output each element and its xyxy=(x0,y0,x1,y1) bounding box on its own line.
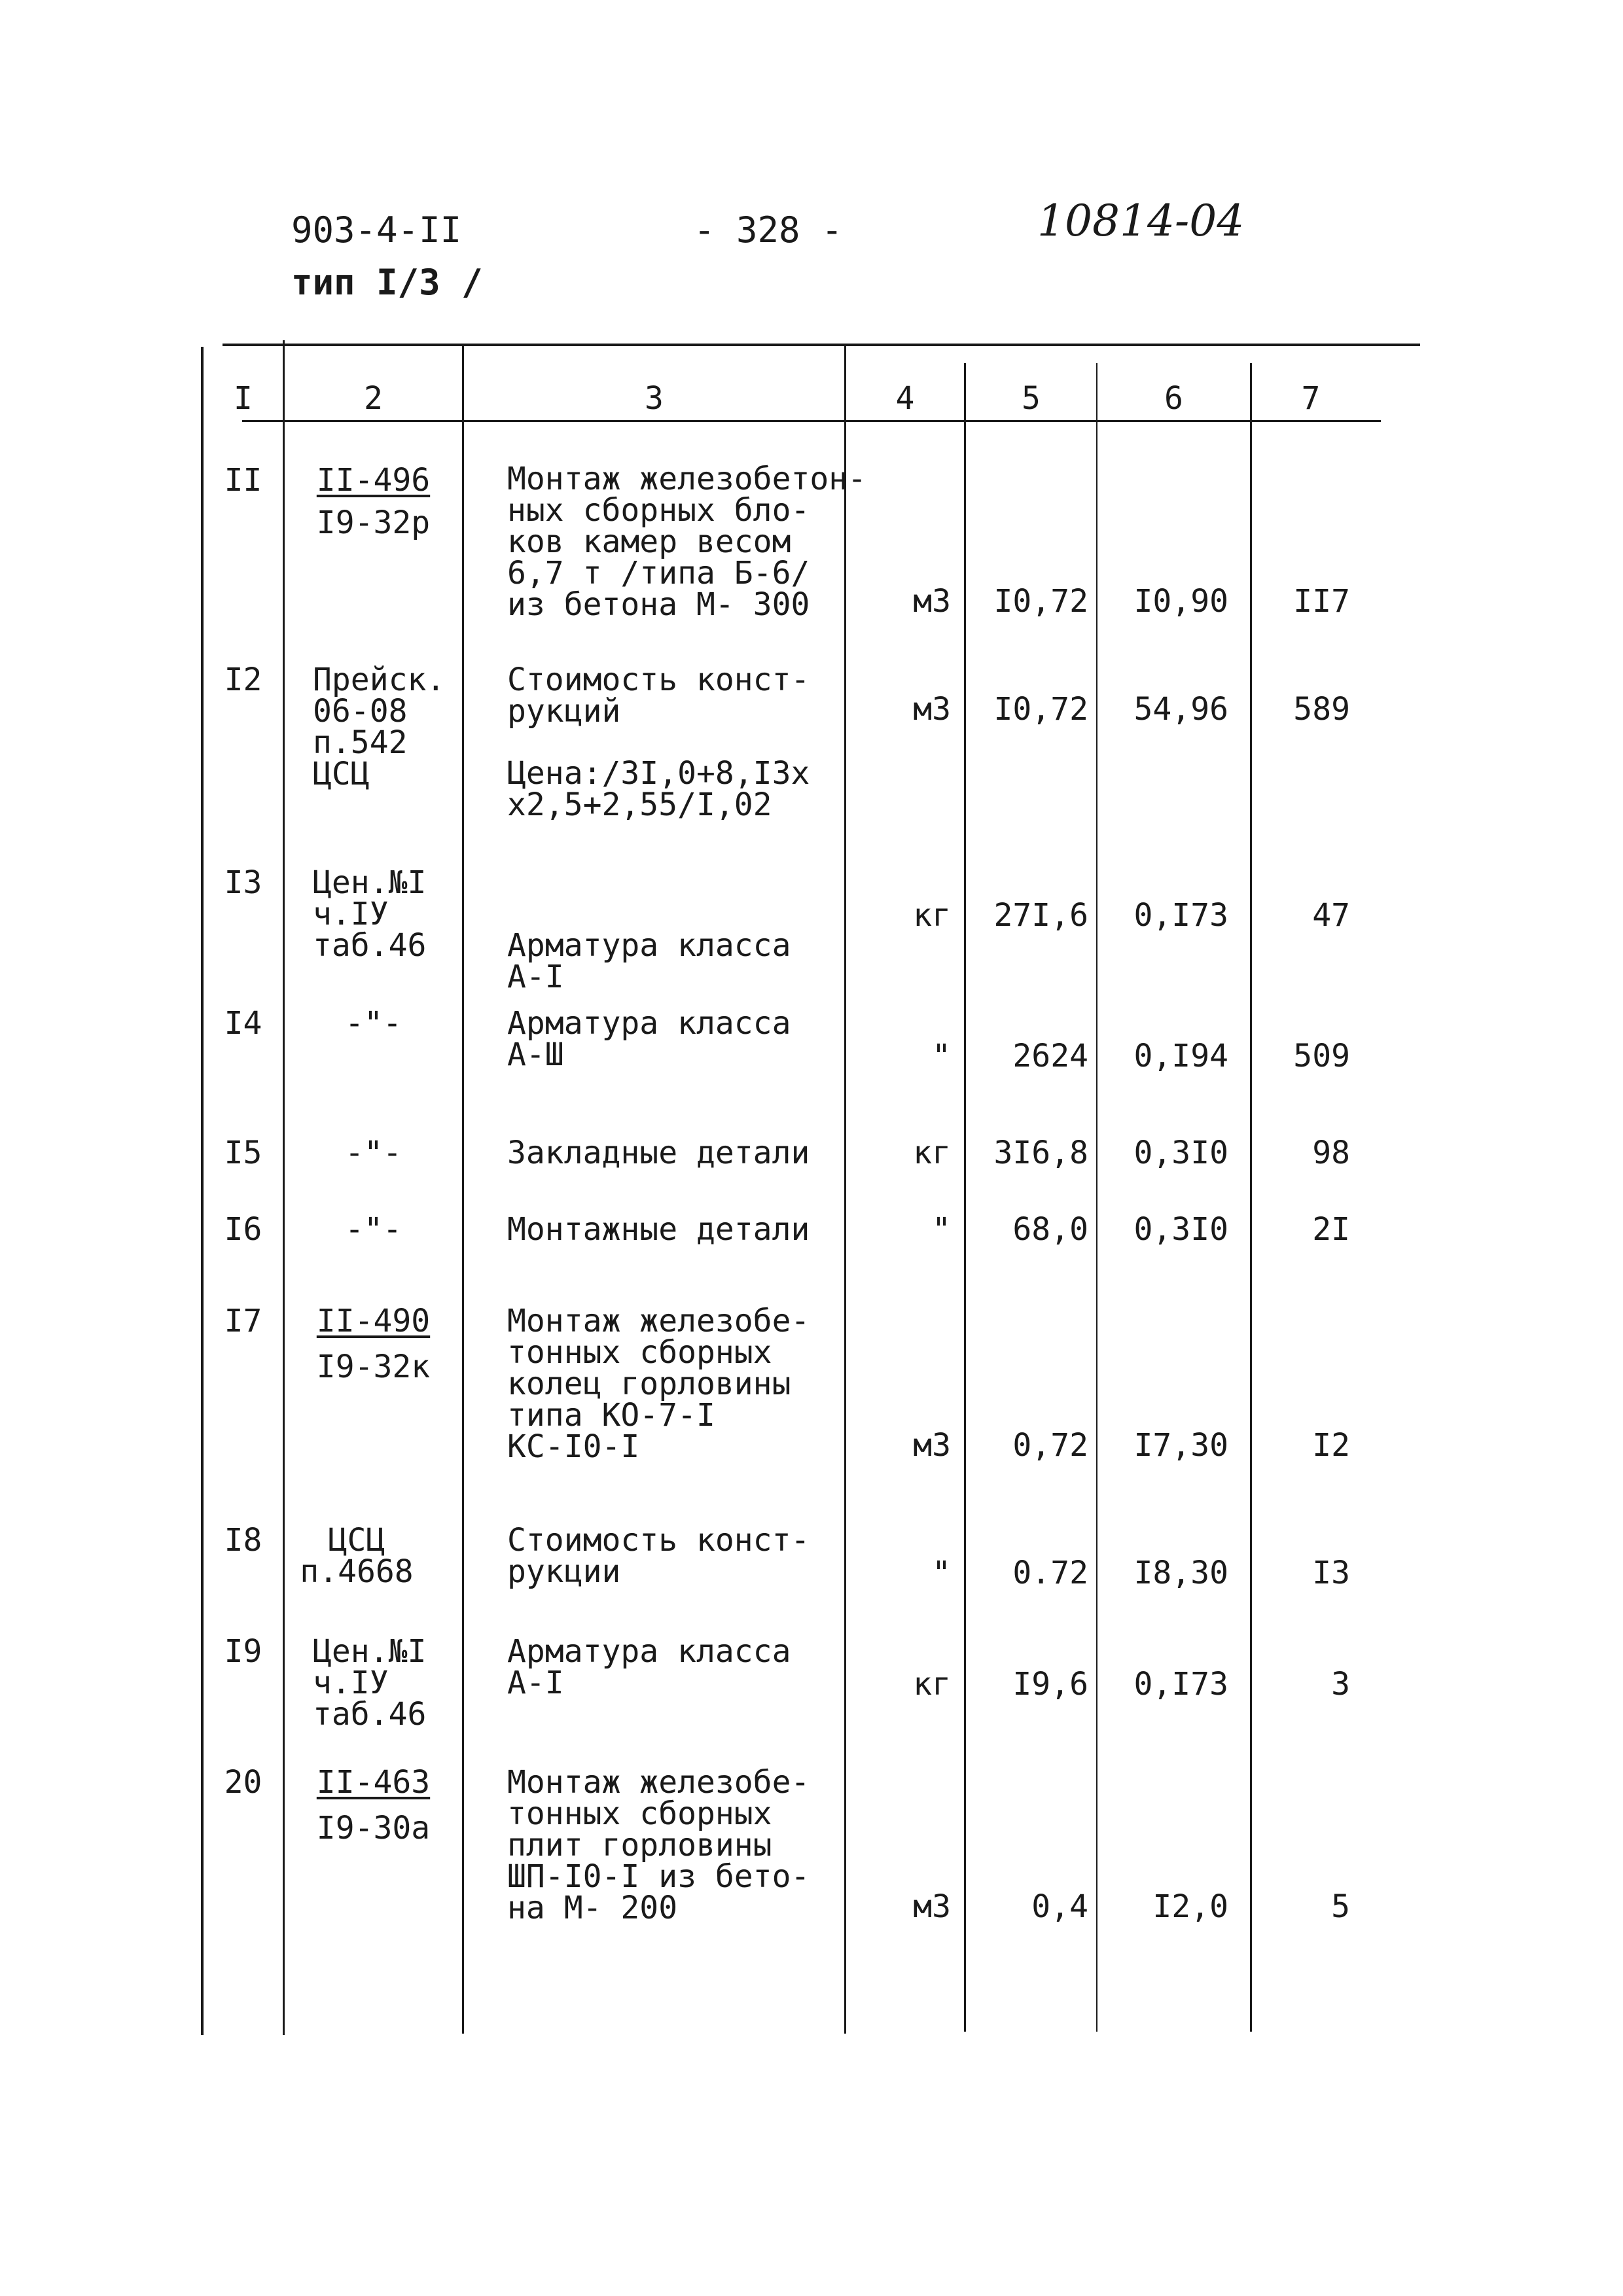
unit: м3 xyxy=(913,1888,951,1925)
norm-reference: -"- xyxy=(345,1005,402,1042)
norm-reference-sub: I9-30а xyxy=(316,1810,431,1846)
quantity: 3I6,8 xyxy=(993,1135,1088,1171)
unit: кг xyxy=(913,897,951,934)
quantity: 0,72 xyxy=(1012,1427,1088,1464)
unit: кг xyxy=(913,1666,951,1703)
document-code: 903-4-II xyxy=(291,209,462,251)
column-header-6: 6 xyxy=(1164,380,1183,417)
quantity: 27I,6 xyxy=(993,897,1088,934)
total-cost: II7 xyxy=(1293,583,1350,620)
total-cost: 5 xyxy=(1331,1888,1350,1925)
work-description: Стоимость конст- рукции xyxy=(507,1522,810,1590)
work-description: Арматура класса А-Ш xyxy=(507,1005,791,1073)
total-cost: 3 xyxy=(1331,1666,1350,1703)
work-description: Монтажные детали xyxy=(507,1211,810,1248)
norm-reference: -"- xyxy=(345,1211,402,1248)
quantity: 0.72 xyxy=(1012,1555,1088,1591)
page-number: - 328 - xyxy=(694,209,843,251)
total-cost: I2 xyxy=(1312,1427,1350,1464)
total-cost: 509 xyxy=(1293,1038,1350,1074)
quantity: I0,72 xyxy=(993,691,1088,728)
total-cost: I3 xyxy=(1312,1555,1350,1591)
type-label: тип I/3 / xyxy=(291,262,483,303)
unit: " xyxy=(932,1555,951,1591)
work-description: Арматура класса А-I xyxy=(507,1633,791,1701)
quantity: 0,4 xyxy=(1031,1888,1088,1925)
unit: кг xyxy=(913,1135,951,1171)
unit: м3 xyxy=(913,691,951,728)
total-cost: 47 xyxy=(1312,897,1350,934)
norm-reference: ЦСЦ п.4668 xyxy=(300,1522,414,1590)
unit-price: 0,I94 xyxy=(1133,1038,1228,1074)
unit-price: I0,90 xyxy=(1133,583,1228,620)
row-number: I3 xyxy=(224,864,262,901)
unit-price: 0,I73 xyxy=(1133,897,1228,934)
norm-reference: -"- xyxy=(345,1135,402,1171)
unit-price: 0,I73 xyxy=(1133,1666,1228,1703)
work-description: Монтаж железобетон- ных сборных бло- ков камер весом 6,7 т /типа Б-6/ из бетона М- 300 xyxy=(507,461,867,623)
unit-price: 0,3I0 xyxy=(1133,1135,1228,1171)
column-header-4: 4 xyxy=(895,380,915,417)
unit: " xyxy=(932,1038,951,1074)
norm-reference-sub: I9-32к xyxy=(316,1349,431,1385)
norm-reference: Цен.№I ч.IУ таб.46 xyxy=(313,1633,427,1733)
quantity: 68,0 xyxy=(1012,1211,1088,1248)
row-number: I9 xyxy=(224,1633,262,1670)
row-number: I4 xyxy=(224,1005,262,1042)
price-calculation-note: Цена:/3I,0+8,I3х х2,5+2,55/I,02 xyxy=(507,755,810,823)
unit-price: I8,30 xyxy=(1133,1555,1228,1591)
norm-reference: Прейск. 06-08 п.542 ЦСЦ xyxy=(313,662,446,792)
description-line: Арматура класса А-I xyxy=(507,927,791,995)
work-description: Монтаж железобе- тонных сборных плит горловины ШП-I0-I из бето- на М- 200 xyxy=(507,1764,810,1926)
unit-price: I2,0 xyxy=(1152,1888,1228,1925)
work-description: Закладные детали xyxy=(507,1135,810,1171)
unit-price: 54,96 xyxy=(1133,691,1228,728)
column-header-5: 5 xyxy=(1022,380,1041,417)
row-number: I5 xyxy=(224,1135,262,1171)
column-header-7: 7 xyxy=(1301,380,1321,417)
norm-reference: II-463 xyxy=(316,1764,431,1801)
work-description: Монтаж железобе- тонных сборных колец горловины типа КО-7-I КС-I0-I xyxy=(507,1303,810,1465)
handwritten-code: 10814-04 xyxy=(1037,196,1245,246)
norm-reference: Цен.№I ч.IУ таб.46 xyxy=(313,864,427,964)
header-bottom-rule xyxy=(242,420,1381,422)
row-number: 20 xyxy=(224,1764,262,1801)
row-number: I7 xyxy=(224,1303,262,1339)
total-cost: 589 xyxy=(1293,691,1350,728)
quantity: 2624 xyxy=(1012,1038,1088,1074)
column-divider-2 xyxy=(462,345,464,2034)
quantity: I9,6 xyxy=(1012,1666,1088,1703)
unit: м3 xyxy=(913,1427,951,1464)
row-number: I8 xyxy=(224,1522,262,1559)
row-number: I6 xyxy=(224,1211,262,1248)
quantity: I0,72 xyxy=(993,583,1088,620)
row-number: II xyxy=(224,462,262,499)
unit: м3 xyxy=(913,583,951,620)
total-cost: 98 xyxy=(1312,1135,1350,1171)
unit-price: I7,30 xyxy=(1133,1427,1228,1464)
unit: " xyxy=(932,1211,951,1248)
table-top-rule xyxy=(223,344,1420,346)
work-description: Стоимость конст- рукций xyxy=(507,662,810,730)
norm-reference-sub: I9-32р xyxy=(316,504,431,541)
column-header-1: I xyxy=(234,380,253,417)
total-cost: 2I xyxy=(1312,1211,1350,1248)
column-header-2: 2 xyxy=(364,380,383,417)
row-number: I2 xyxy=(224,662,262,698)
norm-reference: II-490 xyxy=(316,1303,431,1339)
norm-reference: II-496 xyxy=(316,462,431,499)
unit-price: 0,3I0 xyxy=(1133,1211,1228,1248)
column-header-3: 3 xyxy=(645,380,664,417)
